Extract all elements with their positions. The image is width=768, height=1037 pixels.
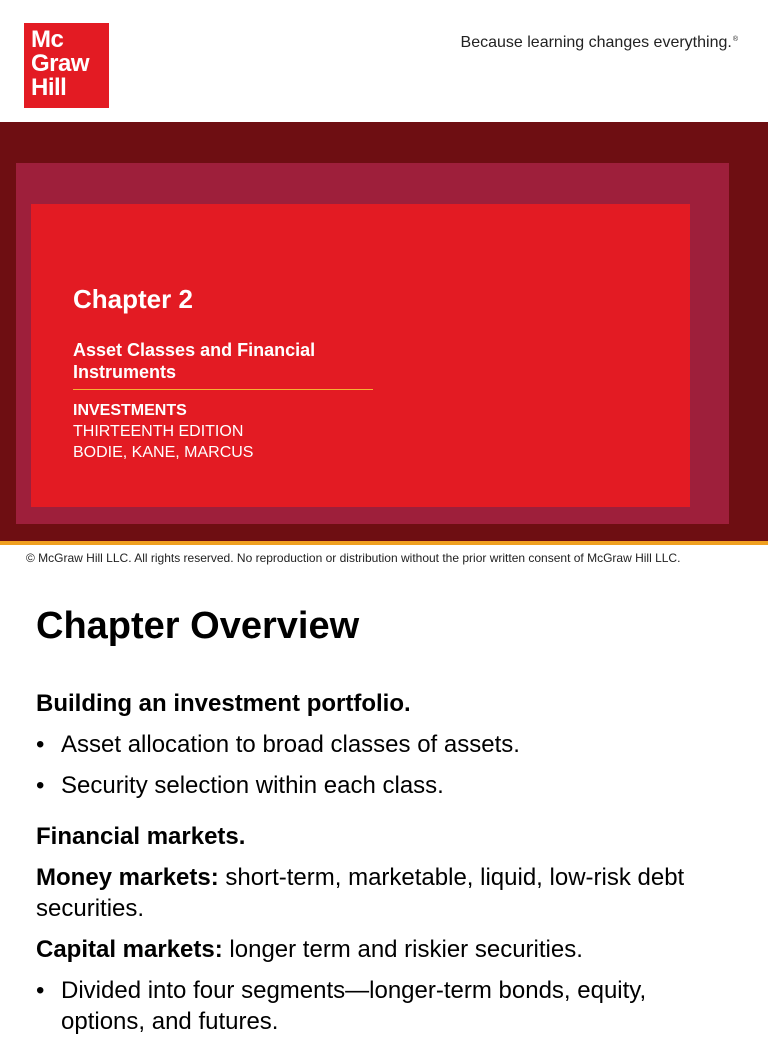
banner-frame <box>16 163 729 524</box>
chapter-subtitle: Asset Classes and Financial Instruments <box>73 340 316 382</box>
logo-line-3: Hill <box>31 74 67 101</box>
bullet-text: Asset allocation to broad classes of assets. <box>61 731 520 758</box>
money-markets-label: Money markets: <box>36 864 219 891</box>
tagline <box>461 34 738 52</box>
money-markets-text: short-term, marketable, liquid, low-risk debt securities. <box>36 864 685 922</box>
bullet-text: Divided into four segments—longer-term bonds, equity, options, and futures. <box>61 977 647 1035</box>
bullet-text: Security selection within each class. <box>61 772 444 799</box>
overview-title: Chapter Overview <box>36 605 360 647</box>
bullet-icon: • <box>36 977 45 1004</box>
mcgraw-hill-logo <box>24 23 109 108</box>
list-item <box>36 729 736 760</box>
list-item <box>36 770 736 801</box>
title-banner <box>0 122 768 542</box>
tagline-text: Because learning changes everything. <box>460 34 732 51</box>
banner-panel <box>31 204 690 507</box>
capital-markets-label: Capital markets: <box>36 936 223 963</box>
chapter-title: Chapter 2 <box>73 284 193 314</box>
accent-divider <box>0 541 768 545</box>
book-authors: BODIE, KANE, MARCUS <box>73 444 254 461</box>
bullet-icon: • <box>36 772 45 799</box>
portfolio-heading: Building an investment portfolio. <box>36 690 411 717</box>
money-markets-paragraph <box>36 862 736 924</box>
book-title: INVESTMENTS <box>73 402 187 419</box>
book-info <box>73 400 253 463</box>
divider <box>73 389 373 390</box>
book-edition: THIRTEENTH EDITION <box>73 423 244 440</box>
list-item <box>36 975 736 1037</box>
capital-markets-paragraph <box>36 934 736 965</box>
copyright-notice: © McGraw Hill LLC. All rights reserved. No reproduction or distribution without the prior written consent of McGraw Hill LLC. <box>26 551 681 565</box>
bullet-icon: • <box>36 731 45 758</box>
logo-line-2: Graw <box>31 50 90 77</box>
slide-header <box>0 0 768 122</box>
markets-heading: Financial markets. <box>36 823 246 850</box>
capital-markets-text: longer term and riskier securities. <box>222 936 583 963</box>
logo-line-1: Mc <box>31 26 64 53</box>
registered-mark: ® <box>732 36 738 43</box>
overview-content <box>36 688 736 1037</box>
